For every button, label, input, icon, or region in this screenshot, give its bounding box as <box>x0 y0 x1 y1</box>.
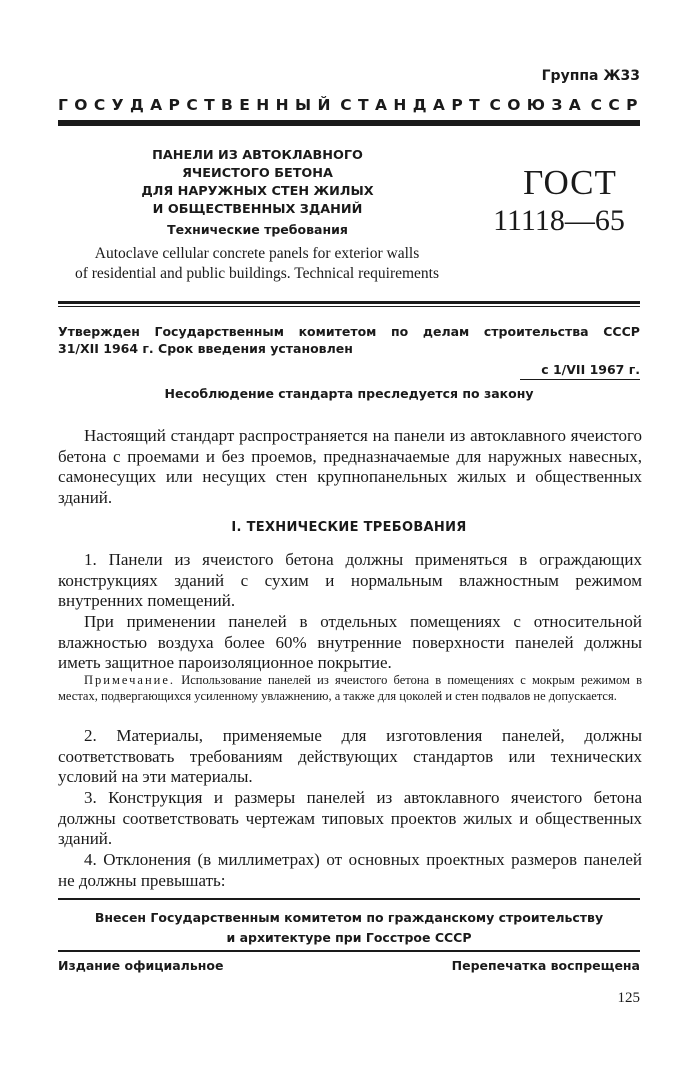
approval-line-2: 31/XII 1964 г. Срок введения установлен <box>58 341 353 356</box>
approval-word: делам <box>422 324 470 339</box>
intro-paragraph: Настоящий стандарт распространяется на панели из автоклавного ячеистого бетона с проемами и без проемов, предназначаемые для наружных навесных, самонесущих или несущих стен крупнопанельных жилых и общественных зданий. <box>58 426 642 507</box>
paragraph-1b: При применении панелей в отдельных помещениях с относительной влажностью воздуха более 60% внутренние поверхности панелей должны иметь защитное пароизоляционное покрытие. <box>58 612 642 672</box>
note-text: Использование панелей из ячеистого бетона в помещениях с мокрым режимом в местах, подвергающихся усиленному увлажнению, а также для цоколей и стен подвалов не допускается. <box>58 673 642 703</box>
title-line: ЯЧЕИСТОГО БЕТОНА <box>182 166 333 181</box>
state-title-word: С Т А Н Д А Р Т <box>340 96 481 114</box>
approval-word: комитетом <box>298 324 377 339</box>
effective-date-rule <box>520 379 640 380</box>
standard-title-en <box>52 244 462 284</box>
state-standard-title <box>58 96 638 114</box>
paragraph-1: 1. Панели из ячеистого бетона должны применяться в ограждающих конструкциях зданий с сухим и нормальным влажностным режимом внутренних помещений. <box>58 550 642 610</box>
title-en-line: Autoclave cellular concrete panels for exterior walls <box>94 245 420 262</box>
group-code: Группа Ж33 <box>541 68 640 84</box>
effective-date: с 1/VII 1967 г. <box>541 362 640 377</box>
title-line: ДЛЯ НАРУЖНЫХ СТЕН ЖИЛЫХ <box>141 184 374 199</box>
note <box>58 672 642 704</box>
title-subtitle: Технические требования <box>167 222 348 237</box>
footer-top-rule <box>58 898 640 900</box>
paragraph-4: 4. Отклонения (в миллиметрах) от основных проектных размеров панелей не должны превышать: <box>58 850 642 890</box>
approval-text <box>58 323 640 357</box>
law-notice: Несоблюдение стандарта преследуется по закону <box>164 386 534 401</box>
title-line: И ОБЩЕСТВЕННЫХ ЗДАНИЙ <box>152 202 363 217</box>
note-label: Примечание. <box>84 673 176 687</box>
introduced-by <box>58 908 640 948</box>
section-heading: I. ТЕХНИЧЕСКИЕ ТРЕБОВАНИЯ <box>231 520 467 535</box>
title-rule <box>58 301 640 304</box>
approval-word: по <box>391 324 409 339</box>
approval-word: СССР <box>603 324 640 339</box>
title-line: ПАНЕЛИ ИЗ АВТОКЛАВНОГО <box>152 148 363 163</box>
approval-word: Утвержден <box>58 324 140 339</box>
reprint-notice: Перепечатка воспрещена <box>451 958 640 973</box>
title-thin-rule <box>58 306 640 307</box>
footer-bottom-rule <box>58 950 640 952</box>
introduced-line: и архитектуре при Госстрое СССР <box>226 930 472 945</box>
standard-title-ru <box>120 147 395 239</box>
introduced-line: Внесен Государственным комитетом по гражданскому строительству <box>94 910 604 925</box>
gost-label: ГОСТ <box>523 163 617 202</box>
title-en-line: of residential and public buildings. Technical requirements <box>74 265 440 282</box>
gost-number: 11118—65 <box>493 204 625 237</box>
header-thick-rule <box>58 120 640 126</box>
edition-label: Издание официальное <box>58 958 224 973</box>
paragraph-3: 3. Конструкция и размеры панелей из автоклавного ячеистого бетона должны соответствовать чертежам типовых проектов жилых и общественных зданий. <box>58 788 642 848</box>
page-number: 125 <box>617 990 640 1006</box>
state-title-word: С С Р <box>590 96 638 114</box>
paragraph-2: 2. Материалы, применяемые для изготовления панелей, должны соответствовать требованиям действующих стандартов или технических условий на эти материалы. <box>58 726 642 786</box>
approval-word: Государственным <box>154 324 284 339</box>
state-title-word: С О Ю З А <box>489 96 582 114</box>
approval-word: строительства <box>483 324 589 339</box>
state-title-word: Г О С У Д А Р С Т В Е Н Н Ы Й <box>58 96 331 114</box>
